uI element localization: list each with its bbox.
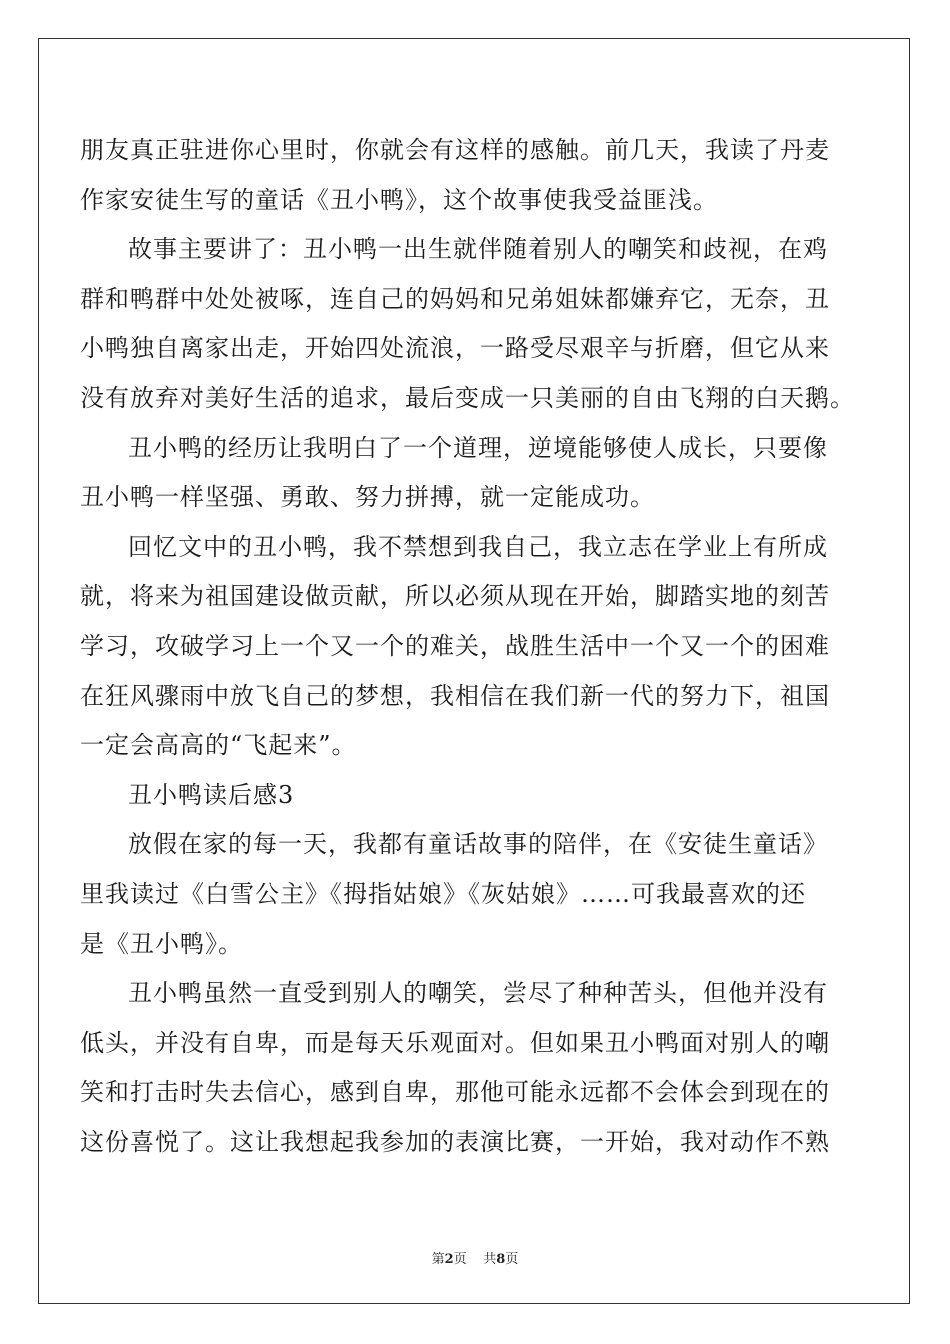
total-page-count: 8: [496, 1252, 506, 1267]
text-line: 朋友真正驻进你心里时，你就会有这样的感触。前几天，我读了丹麦: [80, 136, 830, 164]
text-line: 群和鸭群中处处被啄，连自己的妈妈和兄弟姐妹都嫌弃它，无奈，丑: [80, 284, 830, 313]
text-line: 小鸭独自离家出走，开始四处流浪，一路受尽艰辛与折磨，但它从来: [80, 334, 830, 363]
paragraph-start-line: 丑小鸭的经历让我明白了一个道理，逆境能够使人成长，只要像: [128, 433, 828, 462]
page-suffix: 页: [453, 1252, 467, 1267]
section-heading: 丑小鸭读后感3: [128, 780, 295, 809]
text-line: 学习，攻破学习上一个又一个的难关，战胜生活中一个又一个的困难: [80, 631, 830, 660]
current-page-number: 2: [444, 1252, 454, 1267]
text-line: 这份喜悦了。这让我想起我参加的表演比赛，一开始，我对动作不熟: [80, 1127, 830, 1156]
text-line: 没有放弃对美好生活的追求，最后变成一只美丽的自由飞翔的白天鹅。: [80, 383, 855, 412]
text-line: 丑小鸭一样坚强、勇敢、努力拼搏，就一定能成功。: [80, 483, 655, 512]
total-suffix: 页: [505, 1252, 519, 1267]
text-line: 笑和打击时失去信心，感到自卑，那他可能永远都不会体会到现在的: [80, 1078, 830, 1107]
text-line: 低头，并没有自卑，而是每天乐观面对。但如果丑小鸭面对别人的嘲: [80, 1028, 830, 1057]
paragraph-start-line: 回忆文中的丑小鸭，我不禁想到我自己，我立志在学业上有所成: [128, 532, 828, 561]
text-line: 作家安徒生写的童话《丑小鸭》，这个故事使我受益匪浅。: [80, 185, 718, 214]
page-prefix: 第: [431, 1252, 445, 1267]
paragraph-start-line: 丑小鸭虽然一直受到别人的嘲笑，尝尽了种种苦头，但他并没有: [128, 979, 828, 1008]
paragraph-start-line: 故事主要讲了：丑小鸭一出生就伴随着别人的嘲笑和歧视，在鸡: [128, 235, 828, 264]
text-line: 里我读过《白雪公主》《拇指姑娘》《灰姑娘》……可我最喜欢的还: [80, 879, 806, 908]
total-prefix: 共: [483, 1252, 497, 1267]
paragraph-start-line: 放假在家的每一天，我都有童话故事的陪伴，在《安徒生童话》: [128, 830, 828, 859]
text-line: 一定会高高的“飞起来”。: [80, 731, 357, 760]
document-body: [80, 126, 855, 1167]
page-footer: [0, 1248, 950, 1267]
text-line: 是《丑小鸭》。: [80, 929, 243, 958]
text-line: 在狂风骤雨中放飞自己的梦想，我相信在我们新一代的努力下，祖国: [80, 681, 830, 710]
text-line: 就，将来为祖国建设做贡献，所以必须从现在开始，脚踏实地的刻苦: [80, 582, 830, 611]
